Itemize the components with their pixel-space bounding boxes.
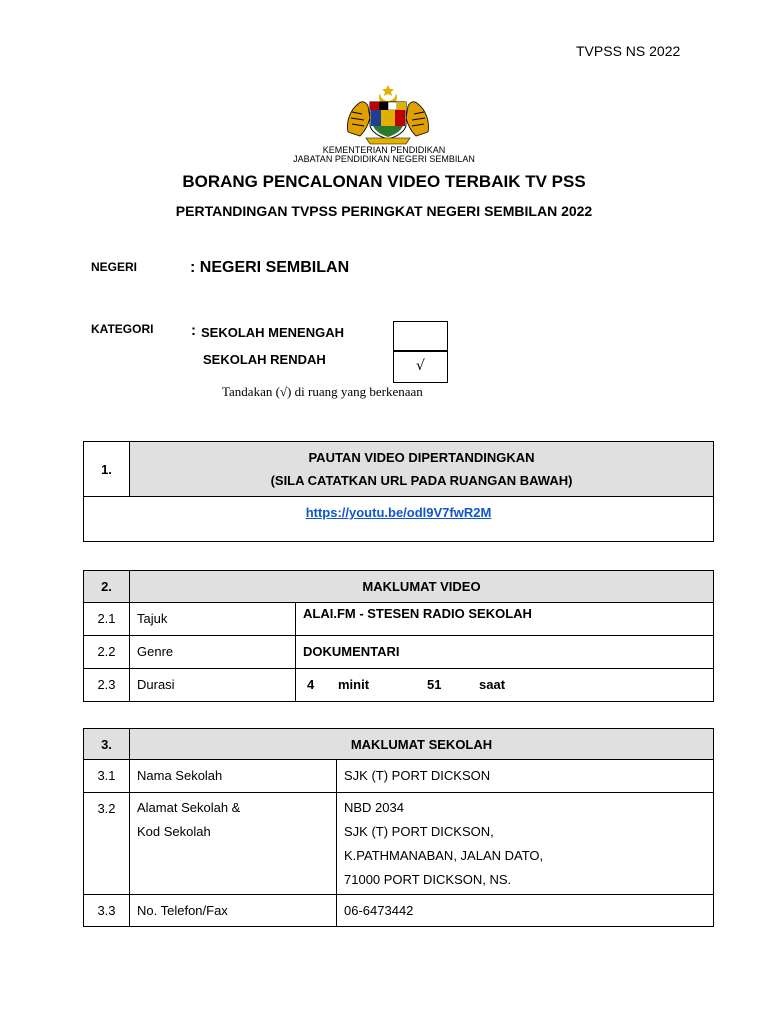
negeri-label: NEGERI — [91, 260, 138, 274]
school-address-value — [337, 793, 714, 895]
ministry-name: KEMENTERIAN PENDIDIKAN — [322, 145, 446, 155]
duration-value — [296, 669, 714, 702]
address-line: K.PATHMANABAN, JALAN DATO, — [344, 848, 544, 863]
video-title-value: ALAI.FM - STESEN RADIO SEKOLAH — [296, 603, 714, 636]
coat-of-arms-icon — [340, 84, 436, 146]
row-label: Nama Sekolah — [130, 760, 337, 793]
duration-minutes: 4 — [307, 677, 315, 692]
row-label: No. Telefon/Fax — [130, 895, 337, 927]
row-label: Durasi — [130, 669, 296, 702]
address-line: SJK (T) PORT DICKSON, — [344, 824, 494, 839]
video-url-link[interactable]: https://youtu.be/odl9V7fwR2M — [305, 505, 492, 520]
heading-line-1: PAUTAN VIDEO DIPERTANDINGKAN — [308, 450, 535, 465]
section-number: 1. — [84, 442, 130, 497]
negeri-value: : NEGERI SEMBILAN — [190, 259, 350, 276]
option-sekolah-rendah: SEKOLAH RENDAH — [203, 352, 326, 367]
row-label: Tajuk — [130, 603, 296, 636]
table-row — [84, 793, 714, 895]
duration-seconds: 51 — [427, 677, 442, 692]
row-number: 2.2 — [84, 636, 130, 669]
row-number: 2.3 — [84, 669, 130, 702]
section-school-info-table — [83, 728, 714, 927]
checkbox-sekolah-menengah[interactable] — [393, 321, 448, 351]
checkbox-sekolah-rendah[interactable]: √ — [393, 351, 448, 383]
option-sekolah-menengah: SEKOLAH MENENGAH — [201, 325, 345, 340]
kategori-label: KATEGORI — [91, 322, 154, 336]
phone-fax-value: 06-6473442 — [337, 895, 714, 927]
table-row — [84, 603, 714, 636]
row-label — [130, 793, 337, 895]
form-subtitle: PERTANDINGAN TVPSS PERINGKAT NEGERI SEMBILAN 2022 — [175, 203, 593, 219]
duration-seconds-unit: saat — [479, 677, 506, 692]
label-line: Alamat Sekolah & — [137, 800, 241, 815]
school-code-line: NBD 2034 — [344, 800, 404, 815]
row-number: 3.1 — [84, 760, 130, 793]
row-number: 3.3 — [84, 895, 130, 927]
table-row — [84, 895, 714, 927]
heading-line-2: (SILA CATATKAN URL PADA RUANGAN BAWAH) — [270, 473, 573, 488]
department-name: JABATAN PENDIDIKAN NEGERI SEMBILAN — [293, 154, 475, 164]
school-name-value: SJK (T) PORT DICKSON — [337, 760, 714, 793]
table-row — [84, 636, 714, 669]
section-number: 3. — [84, 729, 130, 760]
table-row — [84, 760, 714, 793]
table-row — [84, 669, 714, 702]
duration-minutes-unit: minit — [338, 677, 370, 692]
section-heading — [130, 442, 714, 497]
genre-value: DOKUMENTARI — [296, 636, 714, 669]
row-label: Genre — [130, 636, 296, 669]
section-video-info-table — [83, 570, 714, 702]
section-heading: MAKLUMAT VIDEO — [130, 571, 714, 603]
section-heading: MAKLUMAT SEKOLAH — [130, 729, 714, 760]
kategori-colon: : — [191, 322, 196, 339]
address-line: 71000 PORT DICKSON, NS. — [344, 872, 512, 887]
form-title: BORANG PENCALONAN VIDEO TERBAIK TV PSS — [182, 172, 586, 191]
document-reference: TVPSS NS 2022 — [576, 43, 681, 59]
section-number: 2. — [84, 571, 130, 603]
row-number: 2.1 — [84, 603, 130, 636]
instruction-note: Tandakan (√) di ruang yang berkenaan — [222, 384, 423, 399]
url-cell — [84, 497, 714, 542]
label-line: Kod Sekolah — [137, 824, 211, 839]
row-number: 3.2 — [84, 793, 130, 895]
section-video-link-table — [83, 441, 714, 542]
